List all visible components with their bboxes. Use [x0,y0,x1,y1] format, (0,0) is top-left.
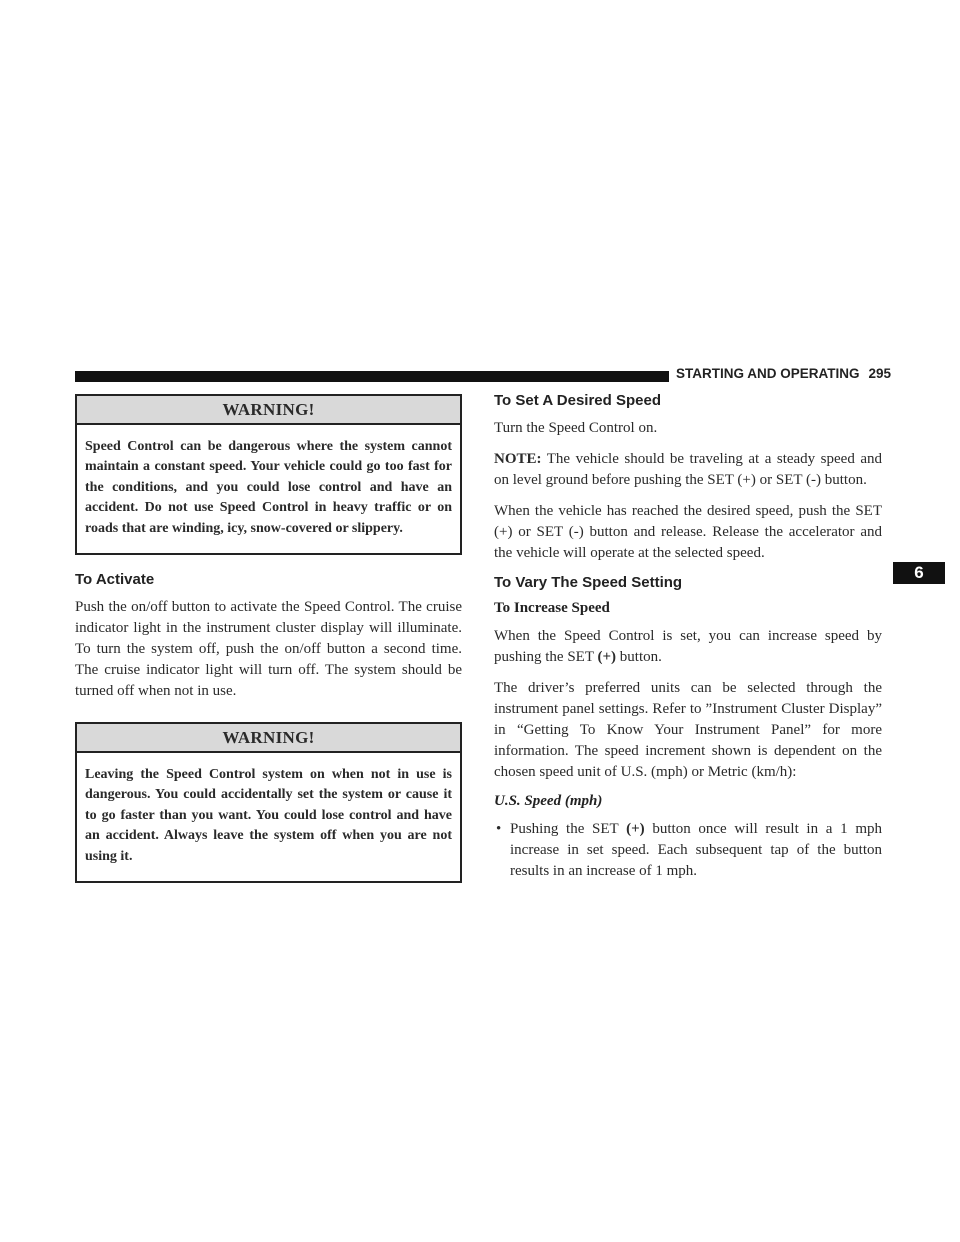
running-header [676,366,891,381]
right-column [494,392,882,882]
text-run: When the Speed Control is set, you can increase speed by pushing the SET [494,628,882,665]
plus-label: (+) [626,821,645,837]
text-run: button. [616,649,662,665]
list-item [494,819,882,882]
subheading-increase-speed: To Increase Speed [494,600,610,616]
heading-set-desired-speed: To Set A Desired Speed [494,392,661,409]
text-run: button once will result in a 1 mph increase in set speed. Each subsequent tap of the button results in an increase of 1 mph. [510,821,882,879]
bullet-list [494,819,882,882]
increase-speed-paragraph [494,626,882,668]
activate-paragraph: Push the on/off button to activate the Speed Control. The cruise indicator light in the instrument cluster display will illuminate. To turn the system off, push the on/off button a second time. The cruise indicator light will turn off. The system should be turned off when not in use. [75,599,462,700]
set-speed-paragraph-3: When the vehicle has reached the desired speed, push the SET (+) or SET (-) button and release. Release the accelerator and the vehicle will operate at the selected speed. [494,503,882,561]
heading-to-activate: To Activate [75,571,155,589]
warning-body: Speed Control can be dangerous where the system cannot maintain a constant speed. Your vehicle could go too fast for the conditions, and you could lose control and have an accident. Do not use Speed Control in heavy traffic or on roads that are winding, icy, snow-covered or slippery. [85,439,452,536]
warning-body: Leaving the Speed Control system on when not in use is dangerous. You could accidentally set the system or cause it to go faster than you want. You could lose control and have an accident. Always leave the system off when you are not using it. [85,767,452,864]
left-column [75,394,462,899]
warning-box-speed-control [75,394,462,555]
warning-title: WARNING! [77,396,460,425]
plus-label: (+) [597,649,617,665]
header-rule [75,371,669,382]
note-text: The vehicle should be traveling at a steady speed and on level ground before pushing the SET (+) or SET (-) button. [494,451,882,488]
note-label: NOTE: [494,451,542,467]
text-run: Pushing the SET [510,821,627,837]
warning-title: WARNING! [77,724,460,753]
page-number: 295 [868,366,892,381]
set-speed-paragraph-1: Turn the Speed Control on. [494,420,658,436]
warning-box-leaving-on [75,722,462,883]
heading-vary-speed: To Vary The Speed Setting [494,574,683,591]
section-title: STARTING AND OPERATING [676,366,860,381]
chapter-tab: 6 [893,562,945,584]
units-paragraph: The driver’s preferred units can be selected through the instrument panel settings. Refer to ”Instrument Cluster Display” in “Getting To Know Your Instrument Panel” for more information. The speed increment shown is dependent on the chosen speed unit of U.S. (mph) or Metric (km/h): [494,680,882,780]
note-paragraph [494,449,882,491]
subheading-us-speed: U.S. Speed (mph) [494,793,603,809]
